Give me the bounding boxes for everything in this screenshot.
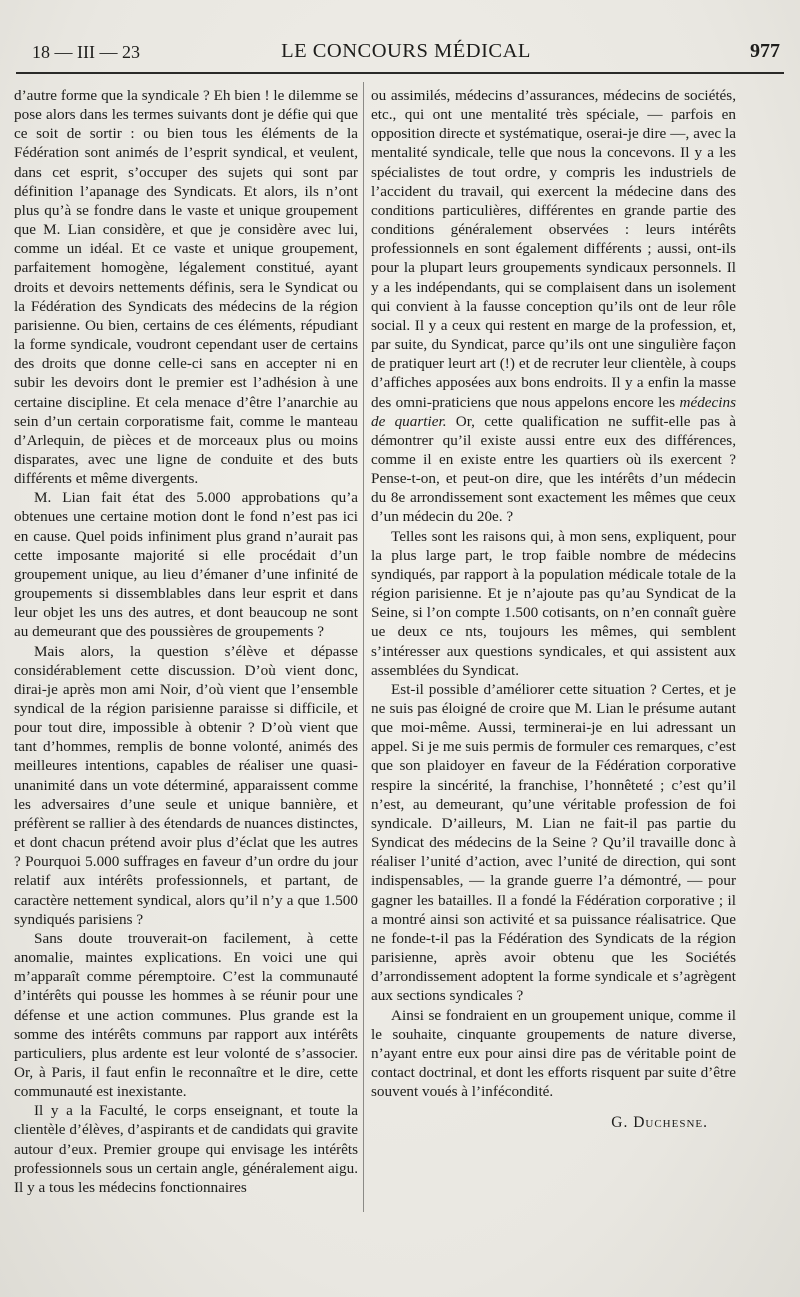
paragraph [371,86,736,527]
paragraph: Telles sont les raisons qui, à mon sens, expliquent, pour la plus large part, le trop faible nombre de médecins syndiqués, par rapport à la population médicale totale de la région parisienne. Et je n’ajoute pas qu’au Syndicat de la Seine, si l’on compte 1.500 cotisants, on n’en connaît guère ue deux ce nts, toujours les mêmes, qui semblent s’intéresser aux questions syndicales, et qui assistent aux assemblées du Syndicat. [371,527,736,679]
paragraph: Ainsi se fondraient en un groupement unique, comme il le souhaite, cinquante groupements de nature diverse, n’ayant entre eux pour ainsi dire pas de véritable point de contact doctrinal, et dont les efforts risquent par suite d’être souvent voués à l’infécondité. [371,1006,736,1101]
italic-term: médecins de quartier. [371,393,737,430]
paragraph: M. Lian fait état des 5.000 approbations qu’a obtenues une certaine motion dont le fond n’est pas ici en cause. Quel poids infiniment plus grand n’aurait pas cette imposante majorité si elle procédait d’un groupement unique, au lieu d’émaner d’une infinité de groupements si dissemblables dans leur esprit et dans leur objet les uns des autres, et dont beaucoup ne sont au demeurant que des poussières de groupements ? [14,489,358,641]
header-rule [16,72,784,74]
page-number: 977 [750,40,780,62]
issue-reference: 18 — III — 23 [32,42,140,62]
paragraph-text: Or, cette qualification ne suffit-elle pas à démontrer qu’il existe aussi entre eux des différences, comme il en existe entre les quartiers où ils exercent ? Pense-t-on, et peut-on dire, que les intérêts d’un médecin du 8e arrondissement sont exactement les mêmes que ceux d’un médecin du 20e. ? [371,412,737,526]
page-header [32,38,780,68]
paragraph: Il y a la Faculté, le corps enseignant, et toute la clientèle d’élèves, d’aspirants et de candidats qui gravite autour d’eux. Premier groupe qui envisage les intérêts professionnels sous un certain angle, généralement aigu. Il y a tous les médecins fonctionnaires [14,1102,358,1196]
right-column [371,86,736,1132]
paragraph: Mais alors, la question s’élève et dépasse considérablement cette discussion. D’où vient donc, dirai-je après mon ami Noir, d’où vient que l’ensemble syndical de la région parisienne paraisse si difficile, et pour tout dire, impossible à obtenir ? D’où vient que tant d’hommes, remplis de bonne volonté, animés des meilleures intentions, capables de réaliser une quasi-unanimité dans un vote déterminé, apparaissent comme les adversaires d’une seule et unique bannière, et préfèrent se rallier à des étendards de nuances distinctes, et dont chacun prétend avoir plus d’éclat que les autres ? Pourquoi 5.000 suffrages en faveur d’un ordre du jour relatif aux intérêts professionnels, et partant, de caractère nettement syndical, alors qu’il n’y a que 1.500 syndiqués parisiens ? [14,642,358,928]
column-divider [363,82,364,1212]
paragraph: Est-il possible d’améliorer cette situation ? Certes, et je ne suis pas éloigné de croire que M. Lian le présume autant que moi-même. Aussi, terminerai-je en lui adressant un appel. Si je me suis permis de formuler ces remarques, c’est que son plaidoyer en faveur de la Fédération corporative respire la sincérité, la franchise, l’honnêteté ; c’est qu’il n’est, au demeurant, qu’une véritable profession de foi syndicale. D’ailleurs, M. Lian ne fait-il pas partie du Syndicat des médecins de la Seine ? Qu’il travaille donc à réaliser l’unité d’action, avec l’unité de direction, qui sont indispensables, — la grande guerre l’a démontré, — pour gagner les batailles. Il a fondé la Fédération corporative ; il a montré ainsi son activité et sa puissance réalisatrice. Que ne fonde-t-il pas la Fédération des Syndicats de la région parisienne, après avoir obtenu que les Sociétés d’arrondissement adoptent la forme syndicale et s’agrègent aux sections syndicales ? [371,680,736,1005]
left-column [14,86,358,1197]
author-signature: G. Duchesne. [611,1114,708,1132]
paragraph: Sans doute trouverait-on facilement, à cette anomalie, maintes explications. En voici une qui m’apparaît comme péremptoire. C’est la communauté d’intérêts qui pousse les hommes à se réunir pour une défense et une action communes. Plus grande est la somme des intérêts communs par rapport aux intérêts particuliers, plus ardente est leur volonté de s’associer. Or, à Paris, il faut enfin le reconnaître et le dire, cette communauté est inexistante. [14,929,358,1101]
paragraph-text: ou assimilés, médecins d’assurances, médecins de sociétés, etc., qui ont une mentalité très spéciale, — parfois en opposition directe et systématique, oserai-je dire —, avec la mentalité syndicale, telle que nous la concevons. Il y a les spécialistes de tout ordre, y compris les industriels de l’accident du travail, qui exercent la médecine dans des conditions particulières, différentes en grande partie des conditions généralement observées : leurs intérêts professionnels en sont également différents ; aussi, ont-ils pour la plupart leurs groupements syndicaux personnels. Il y a les indépendants, qui se complaisent dans un isolement qui convient à la fausse conception qu’ils ont de leur rôle social. Il y a ceux qui restent en marge de la profession, et, par suite, du Syndicat, parce qu’ils ont une singulière façon de pratiquer leurt art (!) et de recruter leur clientèle, à coups d’affiches apposées aux bons endroits. Il y a enfin la masse des omni-praticiens que nous appelons encore les [371,87,736,411]
journal-title: LE CONCOURS MÉDICAL [281,40,531,62]
paragraph: d’autre forme que la syndicale ? Eh bien ! le dilemme se pose alors dans les termes suivants dont je défie qui que ce soit de sortir : ou bien tous les éléments de la Fédération sont animés de l’esprit syndical, et veulent, dans cet esprit, s’occuper des sujets qui sont par définition l’apanage des Syndicats. Et alors, ils n’ont plus qu’à se fondre dans le vaste et unique groupement que M. Lian considère, et que je considère avec lui, comme un idéal. Et ce vaste et unique groupement, parfaitement homogène, légalement constitué, ayant droits et devoirs nettements définis, sera le Syndicat ou la Fédération des Syndicats des médecins de la région parisienne. Ou bien, certains de ces éléments, répudiant la forme syndicale, voudront cependant user de certains des droits que donne celle-ci sans en accepter ni en subir les devoirs dont le premier est l’adhésion à une certaine discipline. Et cela menace d’être l’anarchie au sein d’un certain corporatisme fait, comme le manteau d’Arlequin, de pièces et de morceaux plus ou moins disparates, avec une ligne de conduite et des buts différents et même divergents. [14,87,358,488]
